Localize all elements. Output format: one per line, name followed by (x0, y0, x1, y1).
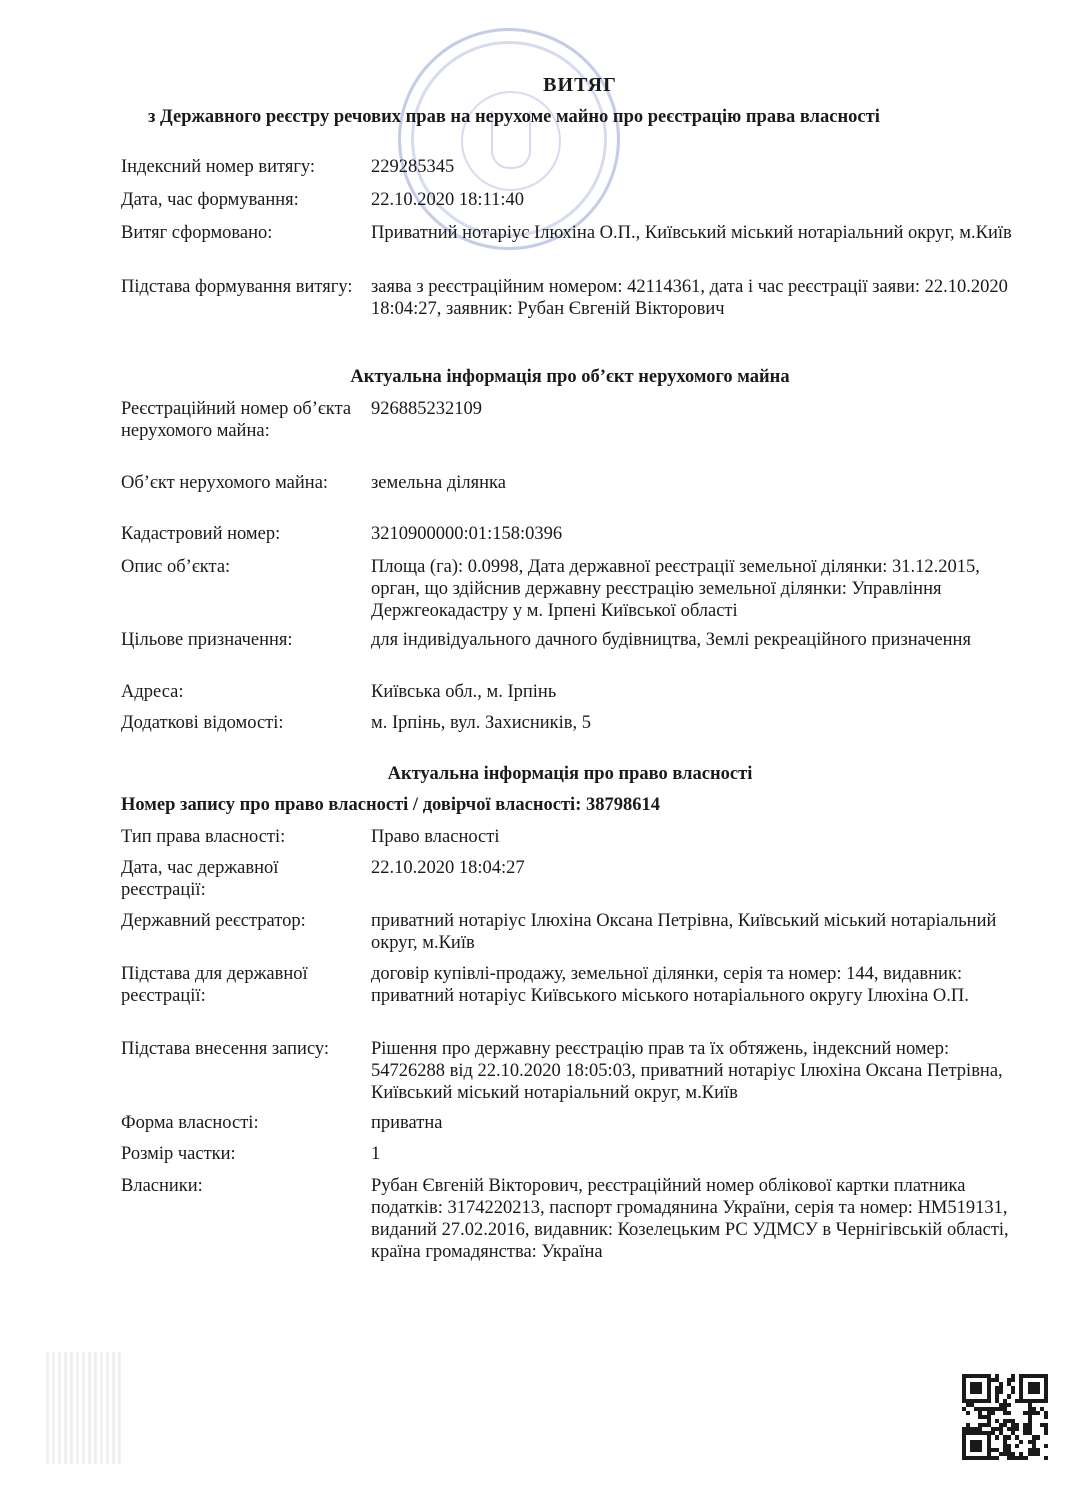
field-value: 1 (371, 1144, 381, 1164)
document-subtitle: з Державного реєстру речових прав на нерухоме майно про реєстрацію права власності (148, 107, 880, 127)
property-section-heading: Актуальна інформація про об’єкт нерухомого майна (350, 367, 790, 387)
document-title: ВИТЯГ (543, 74, 617, 96)
field-label: Кадастровий номер: (121, 524, 281, 544)
field-label: Об’єкт нерухомого майна: (121, 473, 329, 493)
field-label: Опис об’єкта: (121, 557, 231, 577)
field-value: для індивідуального дачного будівництва, Землі рекреаційного призначення (371, 630, 971, 650)
field-value: 3210900000:01:158:0396 (371, 524, 563, 544)
field-label: Власники: (121, 1176, 203, 1196)
ownership-section-heading: Актуальна інформація про право власності (387, 764, 753, 784)
field-value: Рішення про державну реєстрацію прав та їх обтяжень, індексний номер: 54726288 від 22.10.2020 18:05:03, приватний нотаріус Ілюхіна Оксана Петрівна, Київський міський нотаріальний округ, м.Київ (371, 1039, 1003, 1103)
field-value: Площа (га): 0.0998, Дата державної реєстрації земельної ділянки: 31.12.2015, орган, що здійснив державну реєстрацію земельної ділянки: Управління Держгеокадастру у м. Ірпені Київської області (371, 557, 980, 621)
field-label: Цільове призначення: (121, 630, 293, 650)
field-value: 22.10.2020 18:11:40 (371, 190, 524, 210)
field-value: 22.10.2020 18:04:27 (371, 858, 525, 878)
field-value: договір купівлі-продажу, земельної ділянки, серія та номер: 144, видавник: приватний нотаріус Київського міського нотаріального округу Ілюхіна О.П. (371, 964, 969, 1006)
field-value: приватний нотаріус Ілюхіна Оксана Петрівна, Київський міський нотаріальний округ, м.Київ (371, 911, 997, 953)
field-value: Приватний нотаріус Ілюхіна О.П., Київський міський нотаріальний округ, м.Київ (371, 223, 1012, 243)
field-label: Тип права власності: (121, 827, 286, 847)
ownership-record-heading: Номер запису про право власності / довірчої власності: 38798614 (121, 795, 660, 815)
faint-barcode-mark (46, 1352, 122, 1464)
qr-code-icon (962, 1374, 1048, 1460)
field-value: земельна ділянка (371, 473, 506, 493)
field-value: 229285345 (371, 157, 455, 177)
field-label: Додаткові відомості: (121, 713, 284, 733)
field-value: Рубан Євгеній Вікторович, реєстраційний номер облікової картки платника податків: 3174220213, паспорт громадянина України, серія та номер: НМ519131, виданий 27.02.2016, видавник: Козелецьким РС УДМСУ в Чернігівській області, країна громадянства: Україна (371, 1176, 1009, 1262)
field-label: Підстава формування витягу: (121, 277, 353, 297)
field-label: Дата, час формування: (121, 190, 299, 210)
field-label: Дата, час державної реєстрації: (121, 858, 279, 900)
field-label: Підстава для державної реєстрації: (121, 964, 308, 1006)
field-label: Індексний номер витягу: (121, 157, 316, 177)
notary-seal (398, 28, 620, 250)
field-label: Реєстраційний номер об’єкта нерухомого майна: (121, 399, 352, 441)
field-label: Розмір частки: (121, 1144, 236, 1164)
field-label: Форма власності: (121, 1113, 259, 1133)
field-label: Державний реєстратор: (121, 911, 306, 931)
field-value: 926885232109 (371, 399, 482, 419)
field-value: Київська обл., м. Ірпінь (371, 682, 557, 702)
field-label: Адреса: (121, 682, 184, 702)
field-value: м. Ірпінь, вул. Захисників, 5 (371, 713, 592, 733)
field-value: приватна (371, 1113, 443, 1133)
field-label: Підстава внесення запису: (121, 1039, 330, 1059)
field-label: Витяг сформовано: (121, 223, 273, 243)
field-value: заява з реєстраційним номером: 42114361, дата і час реєстрації заяви: 22.10.2020 18:04:27, заявник: Рубан Євгеній Вікторович (371, 277, 1008, 319)
field-value: Право власності (371, 827, 500, 847)
